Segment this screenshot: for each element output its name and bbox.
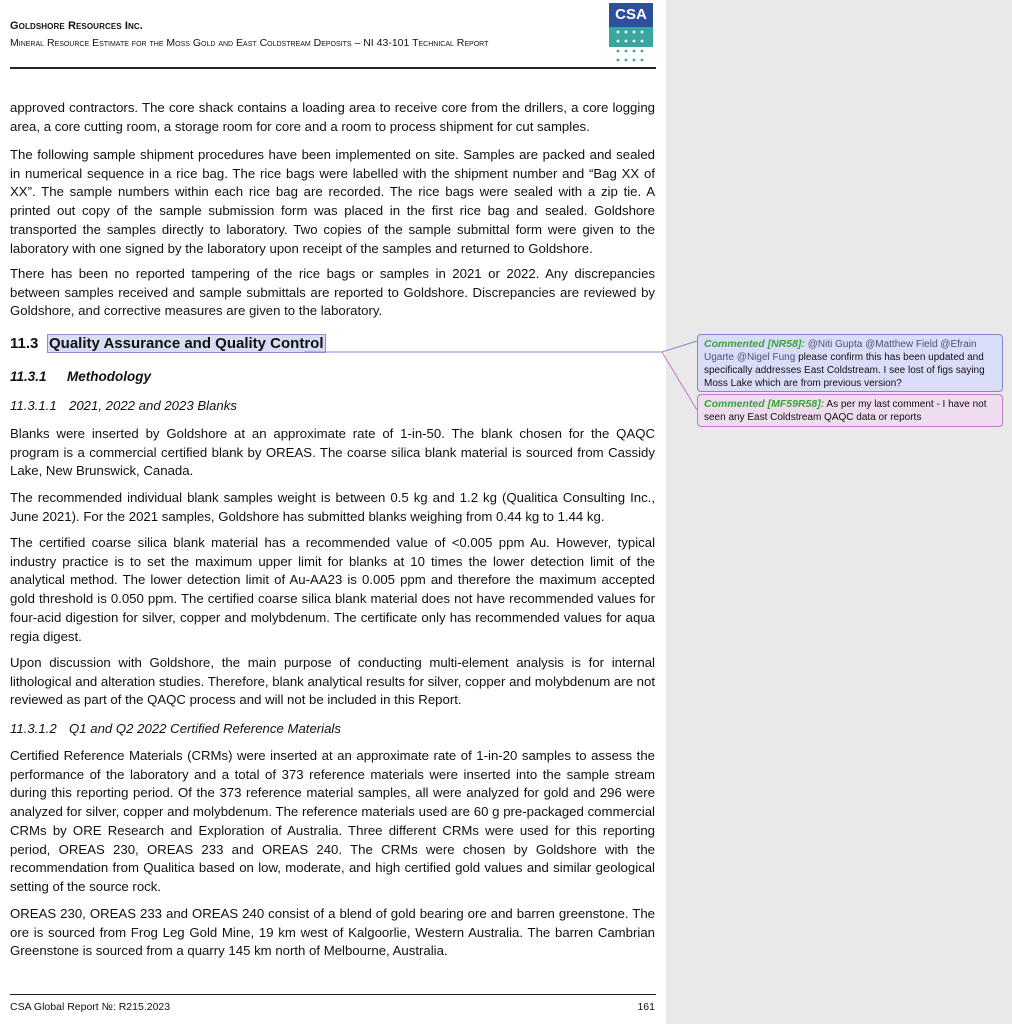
comment-bubble[interactable]	[697, 334, 1003, 392]
comment-reply-bubble[interactable]	[697, 394, 1003, 427]
subsubsection-title: Q1 and Q2 2022 Certified Reference Materials	[69, 721, 341, 736]
paragraph: The recommended individual blank samples weight is between 0.5 kg and 1.2 kg (Qualitica Consulting Inc., June 2021). For the 2021 samples, Goldshore has submitted blanks weighing from 0.44 kg to 1.44 kg.	[10, 490, 655, 524]
logo-text: CSA	[609, 3, 653, 27]
subsection-title: Methodology	[67, 369, 151, 384]
comment-text: please confirm this has been updated and specifically addresses East Coldstream. I see lost of figs saying Moss Lake which are from previous version?	[704, 352, 985, 389]
paragraph: The following sample shipment procedures have been implemented on site. Samples are packed and sealed in numerical sequence in a rice bag. The rice bags were labelled with the shipment number and “Bag XX of XX”. The sample numbers within each rice bag are recorded. The rice bags were sealed with a zip tie. A printed out copy of the sample submission form was placed in the first rice bag and sealed. Goldshore transported the samples directly to laboratory. Two copies of the sample submittal form were given to the laboratory with one signed by the laboratory upon receipt of the samples and returned to Goldshore.	[10, 147, 655, 256]
paragraph: Blanks were inserted by Goldshore at an approximate rate of 1-in-50. The blank chosen for the QAQC program is a commercial certified blank by OREAS. The coarse silica blank material is sourced from Cassidy Lake, New Brunswick, Canada.	[10, 426, 655, 479]
paragraph: approved contractors. The core shack contains a loading area to receive core from the drillers, a core logging area, a core cutting room, a storage room for core and a room to process shipment for cut samples.	[10, 100, 655, 134]
commented-heading-text[interactable]: Quality Assurance and Quality Control	[49, 335, 324, 352]
paragraph: Upon discussion with Goldshore, the main purpose of conducting multi-element analysis is for internal lithological and alteration studies. Therefore, blank analytical results for silver, copper and molybdenum are not reviewed as part of the QAQC process and will not be included in this Report.	[10, 655, 655, 708]
section-number: 11.3	[10, 335, 39, 352]
comment-author: Commented [MF59R58]:	[704, 398, 825, 410]
paragraph: OREAS 230, OREAS 233 and OREAS 240 consist of a blend of gold bearing ore and barren greenstone. The ore is sourced from Frog Leg Gold Mine, 19 km west of Kalgoorlie, Western Australia. The barren Cambrian Greenstone is sourced from a quarry 145 km north of Melbourne, Australia.	[10, 906, 655, 959]
subsection-number: 11.3.1	[10, 369, 47, 384]
footer-page-number: 161	[637, 1001, 655, 1013]
paragraph: Certified Reference Materials (CRMs) were inserted at an approximate rate of 1-in-20 samples to assess the performance of the laboratory and a total of 373 reference materials were inserted into the sample stream during this reporting period. Of the 373 reference material samples, all were analyzed for gold and 296 were analyzed for silver, copper and molybdenum. The reference materials used are 60 g pre-packaged commercial CRMs by ORE Research and Exploration of Australia. Three different CRMs were used for this reporting period, OREAS 230, OREAS 233 and OREAS 240. The CRMs were chosen by Goldshore with the recommendation from Qualitica based on low, moderate, and high certified gold values and similar geological setting of the source rock.	[10, 748, 655, 894]
subsubsection-number: 11.3.1.2	[10, 721, 57, 736]
comment-text: As per my last comment - I have not seen any East Coldstream QAQC data or reports	[704, 399, 987, 423]
footer-report-number: CSA Global Report №: R215.2023	[10, 1001, 171, 1013]
header-company: Goldshore Resources Inc.	[10, 20, 143, 32]
subsubsection-number: 11.3.1.1	[10, 398, 57, 413]
subsubsection-title: 2021, 2022 and 2023 Blanks	[69, 398, 237, 413]
paragraph: The certified coarse silica blank material has a recommended value of <0.005 ppm Au. However, typical industry practice is to set the maximum upper limit for blanks at 10 times the lower detection limit of the analytical method. The lower detection limit of Au-AA23 is 0.005 ppm and therefore the maximum accepted gold threshold is 0.050 ppm. The certified coarse silica blank material does not have recommended values for four-acid digestion for silver, copper and molybdenum. The certificate only has recommended values for aqua regia digest.	[10, 535, 655, 644]
comment-author: Commented [NR58]:	[704, 338, 805, 350]
header-subtitle: Mineral Resource Estimate for the Moss Gold and East Coldstream Deposits – NI 43-101 Technical Report	[10, 37, 489, 49]
comment-mentions[interactable]: @Niti Gupta @Matthew Field @Efrain Ugarte @Nigel Fung	[704, 339, 977, 363]
paragraph: There has been no reported tampering of the rice bags or samples in 2021 or 2022. Any discrepancies between samples received and sample submittals are reported to Goldshore. Discrepancies are reviewed by Goldshore, and corrective measures are given to the laboratory.	[10, 266, 655, 319]
